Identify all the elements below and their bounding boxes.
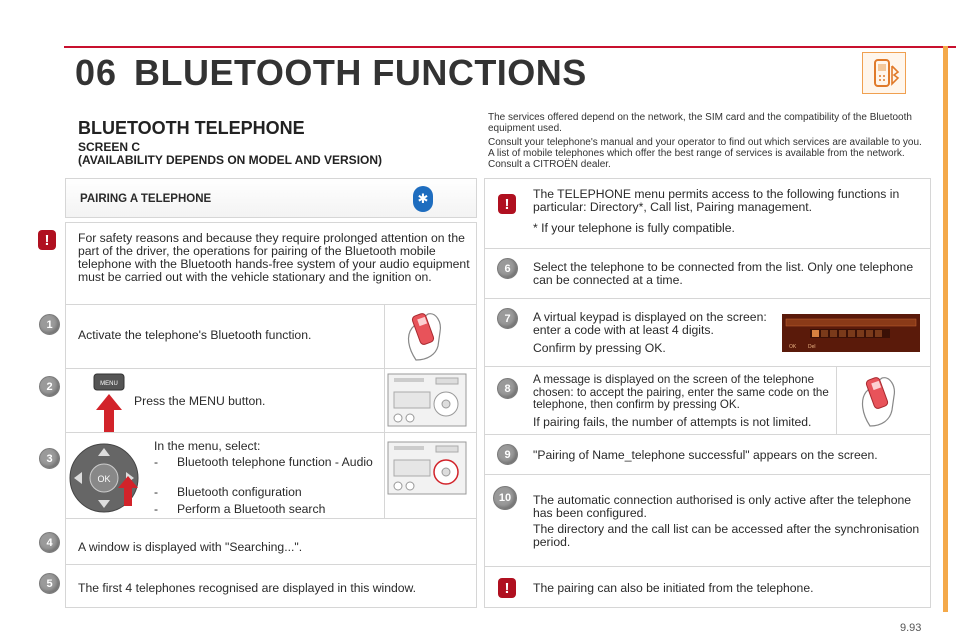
warning-icon: !	[498, 578, 516, 598]
step-8-retry: If pairing fails, the number of attempts is not limited.	[533, 415, 812, 429]
menu-button-icon	[90, 372, 130, 441]
virtual-keypad-screen	[782, 314, 920, 357]
step-badge-6: 6	[497, 258, 518, 279]
menu-option-audio: Bluetooth telephone function - Audio	[177, 455, 373, 469]
divider	[484, 366, 931, 367]
divider	[836, 366, 837, 434]
step-1-text: Activate the telephone's Bluetooth function.	[78, 328, 312, 342]
ok-dial-icon	[66, 440, 146, 521]
divider	[484, 298, 931, 299]
side-tab-bar	[943, 46, 948, 612]
step-badge-5: 5	[39, 573, 60, 594]
bluetooth-icon: ✱	[413, 186, 433, 212]
step-badge-1: 1	[39, 314, 60, 335]
telephone-menu-text: The TELEPHONE menu permits access to the following functions in particular: Directory*, Call list, Pairing management.	[533, 187, 900, 214]
step-badge-8: 8	[497, 378, 518, 399]
intro-services: The services offered depend on the network, the SIM card and the compatibility of the Bluetooth equipment used.	[488, 112, 912, 134]
step-4-text: A window is displayed with "Searching...".	[78, 540, 303, 554]
step-badge-2: 2	[39, 376, 60, 397]
step-3-intro: In the menu, select:	[154, 439, 261, 453]
divider	[65, 564, 477, 565]
step-7-keypad: A virtual keypad is displayed on the screen: enter a code with at least 4 digits.	[533, 310, 767, 337]
divider	[65, 304, 477, 305]
step-2-text: Press the MENU button.	[134, 394, 266, 408]
divider	[484, 474, 931, 475]
radio-unit-image	[386, 440, 468, 501]
divider	[484, 248, 931, 249]
step-8-message: A message is displayed on the screen of the telephone chosen: to accept the pairing, enter the same code on the telephone, then confirm by pressing OK.	[533, 373, 829, 411]
menu-label: MENU	[100, 381, 118, 387]
section-title: BLUETOOTH TELEPHONE	[78, 118, 305, 138]
compatibility-footnote: * If your telephone is fully compatible.	[533, 221, 735, 235]
step-7-confirm: Confirm by pressing OK.	[533, 341, 666, 355]
radio-unit-image	[386, 372, 468, 433]
step-10-config: The automatic connection authorised is only active after the telephone has been configured.	[533, 493, 912, 520]
divider	[484, 566, 931, 567]
section-subtitle: SCREEN C	[78, 140, 141, 154]
keypad-del-label: Del	[808, 344, 816, 350]
step-badge-10: 10	[493, 486, 517, 510]
step-badge-3: 3	[39, 448, 60, 469]
phone-in-hand-icon	[852, 370, 912, 435]
step-6-text: Select the telephone to be connected from the list. Only one telephone can be connected at a time.	[533, 260, 914, 287]
warning-icon: !	[38, 230, 56, 250]
safety-note: For safety reasons and because they require prolonged attention on the part of the driver, the operations for pairing of the Bluetooth mobile telephone with the Bluetooth hands-free system of your audio equipment must be carried out with the vehicle stationary and the ignition on.	[78, 231, 470, 284]
section-availability: (AVAILABILITY DEPENDS ON MODEL AND VERSION)	[78, 153, 383, 167]
list-dash: -	[154, 485, 159, 499]
final-note: The pairing can also be initiated from the telephone.	[533, 581, 814, 595]
menu-option-config: Bluetooth configuration	[177, 485, 302, 499]
intro-consult: Consult your telephone's manual and your operator to find out which services are available to you. A list of mobile telephones which offer the best range of services is available from the network. Consult a CITROËN dealer.	[488, 137, 922, 170]
divider	[384, 304, 385, 518]
ok-label: OK	[97, 474, 111, 484]
chapter-number: 06	[75, 52, 118, 93]
step-badge-4: 4	[39, 532, 60, 553]
warning-icon: !	[498, 194, 516, 214]
keypad-ok-label: OK	[789, 344, 797, 350]
list-dash: -	[154, 502, 159, 516]
step-badge-7: 7	[497, 308, 518, 329]
pairing-heading: PAIRING A TELEPHONE	[80, 193, 212, 205]
step-badge-9: 9	[497, 444, 518, 465]
list-dash: -	[154, 455, 159, 469]
step-10-sync: The directory and the call list can be accessed after the synchronisation period.	[533, 522, 920, 549]
phone-in-hand-icon	[398, 308, 458, 369]
step-9-text: "Pairing of Name_telephone successful" appears on the screen.	[533, 448, 878, 462]
menu-option-search: Perform a Bluetooth search	[177, 502, 326, 516]
step-5-text: The first 4 telephones recognised are displayed in this window.	[78, 581, 417, 595]
page-title: BLUETOOTH FUNCTIONS	[134, 52, 587, 93]
header-rule	[64, 46, 956, 48]
page-number: 9.93	[900, 622, 922, 634]
bluetooth-phone-icon	[862, 52, 906, 94]
